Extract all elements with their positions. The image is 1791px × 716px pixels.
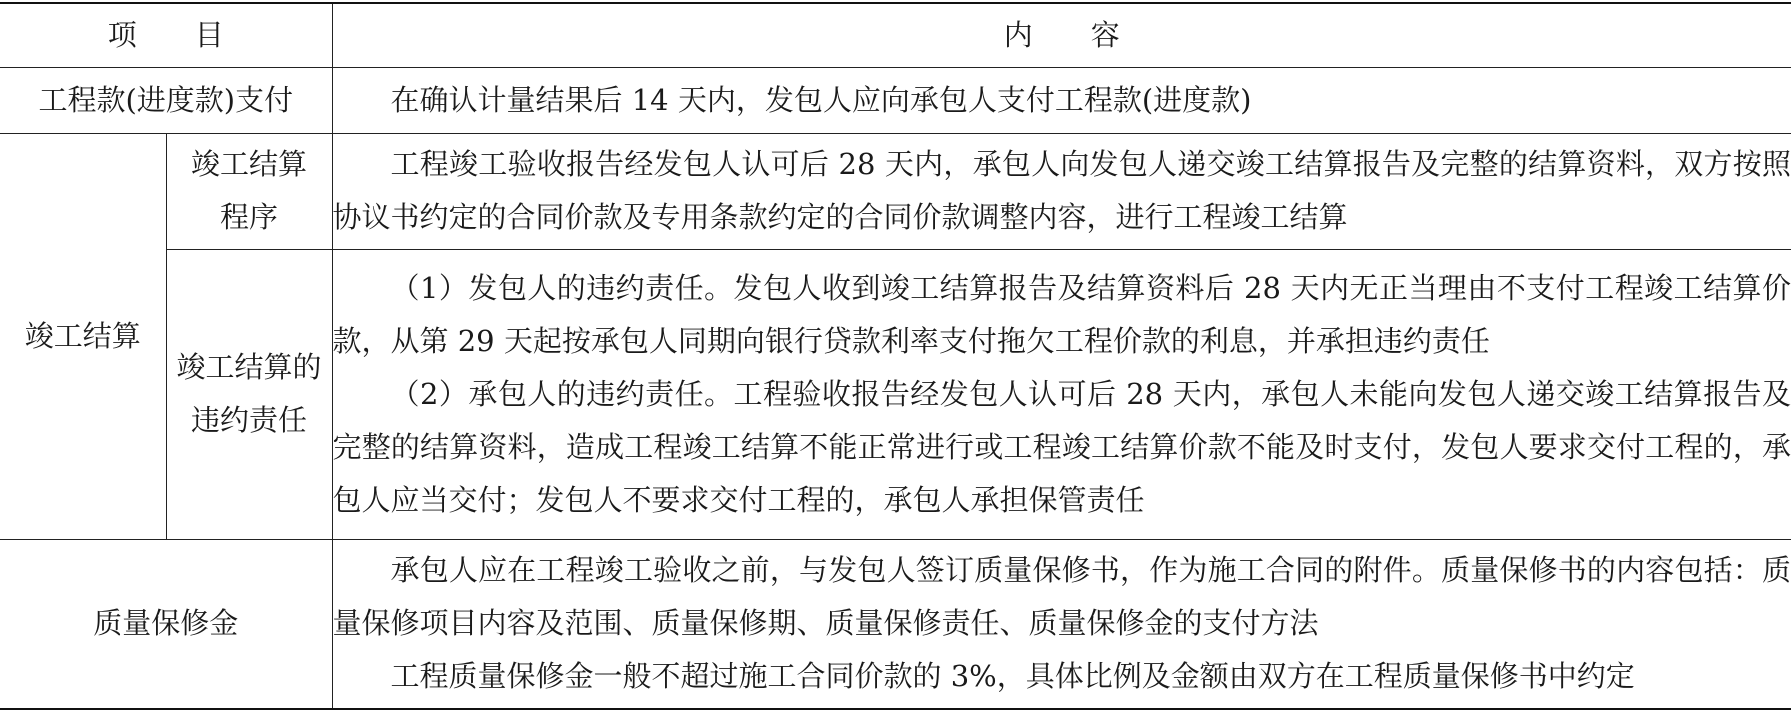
sublabel-liability-line2: 违约责任 bbox=[191, 403, 308, 437]
warranty-para-2: 工程质量保修金一般不超过施工合同价款的 3%，具体比例及金额由双方在工程质量保修书中约定 bbox=[390, 659, 1635, 694]
table-row bbox=[0, 67, 1791, 133]
row-content-procedure bbox=[332, 133, 1791, 249]
liability-para-2: （2）承包人的违约责任。工程验收报告经发包人认可后 28 天内，承包人未能向发包人递交竣工结算报告及完整的结算资料，造成工程竣工结算不能正常进行或工程竣工结算价款不能及时支付，发包人要求交付工程的，承包人应当交付；发包人不要求交付工程的，承包人承担保管责任 bbox=[332, 376, 1791, 517]
header-item: 项 目 bbox=[0, 3, 332, 67]
row-label-warranty: 质量保修金 bbox=[0, 539, 332, 709]
sublabel-procedure-line1: 竣工结算 bbox=[191, 147, 308, 181]
sublabel-procedure bbox=[166, 133, 332, 249]
row-content-payment bbox=[332, 67, 1791, 133]
table-row bbox=[0, 539, 1791, 709]
sublabel-liability-line1: 竣工结算的 bbox=[176, 350, 322, 384]
header-content: 内 容 bbox=[332, 3, 1791, 67]
warranty-para-1: 承包人应在工程竣工验收之前，与发包人签订质量保修书，作为施工合同的附件。质量保修书的内容包括：质量保修项目内容及范围、质量保修期、质量保修责任、质量保修金的支付方法 bbox=[332, 553, 1791, 641]
contract-payment-table bbox=[0, 2, 1791, 710]
table-row bbox=[0, 133, 1791, 249]
payment-text: 在确认计量结果后 14 天内，发包人应向承包人支付工程款(进度款) bbox=[390, 82, 1252, 117]
table-row bbox=[0, 249, 1791, 539]
procedure-text: 工程竣工验收报告经发包人认可后 28 天内，承包人向发包人递交竣工结算报告及完整的结算资料，双方按照协议书约定的合同价款及专用条款约定的合同价款调整内容，进行工程竣工结算 bbox=[332, 147, 1791, 234]
table-header-row bbox=[0, 3, 1791, 67]
row-label-settlement: 竣工结算 bbox=[0, 133, 166, 539]
row-label-payment: 工程款(进度款)支付 bbox=[0, 67, 332, 133]
sublabel-procedure-line2: 程序 bbox=[220, 200, 279, 234]
liability-para-1: （1）发包人的违约责任。发包人收到竣工结算报告及结算资料后 28 天内无正当理由不支付工程竣工结算价款，从第 29 天起按承包人同期向银行贷款利率支付拖欠工程价款的利息，并承担违约责任 bbox=[332, 270, 1791, 358]
sublabel-liability bbox=[166, 249, 332, 539]
row-content-liability bbox=[332, 249, 1791, 539]
row-content-warranty bbox=[332, 539, 1791, 709]
